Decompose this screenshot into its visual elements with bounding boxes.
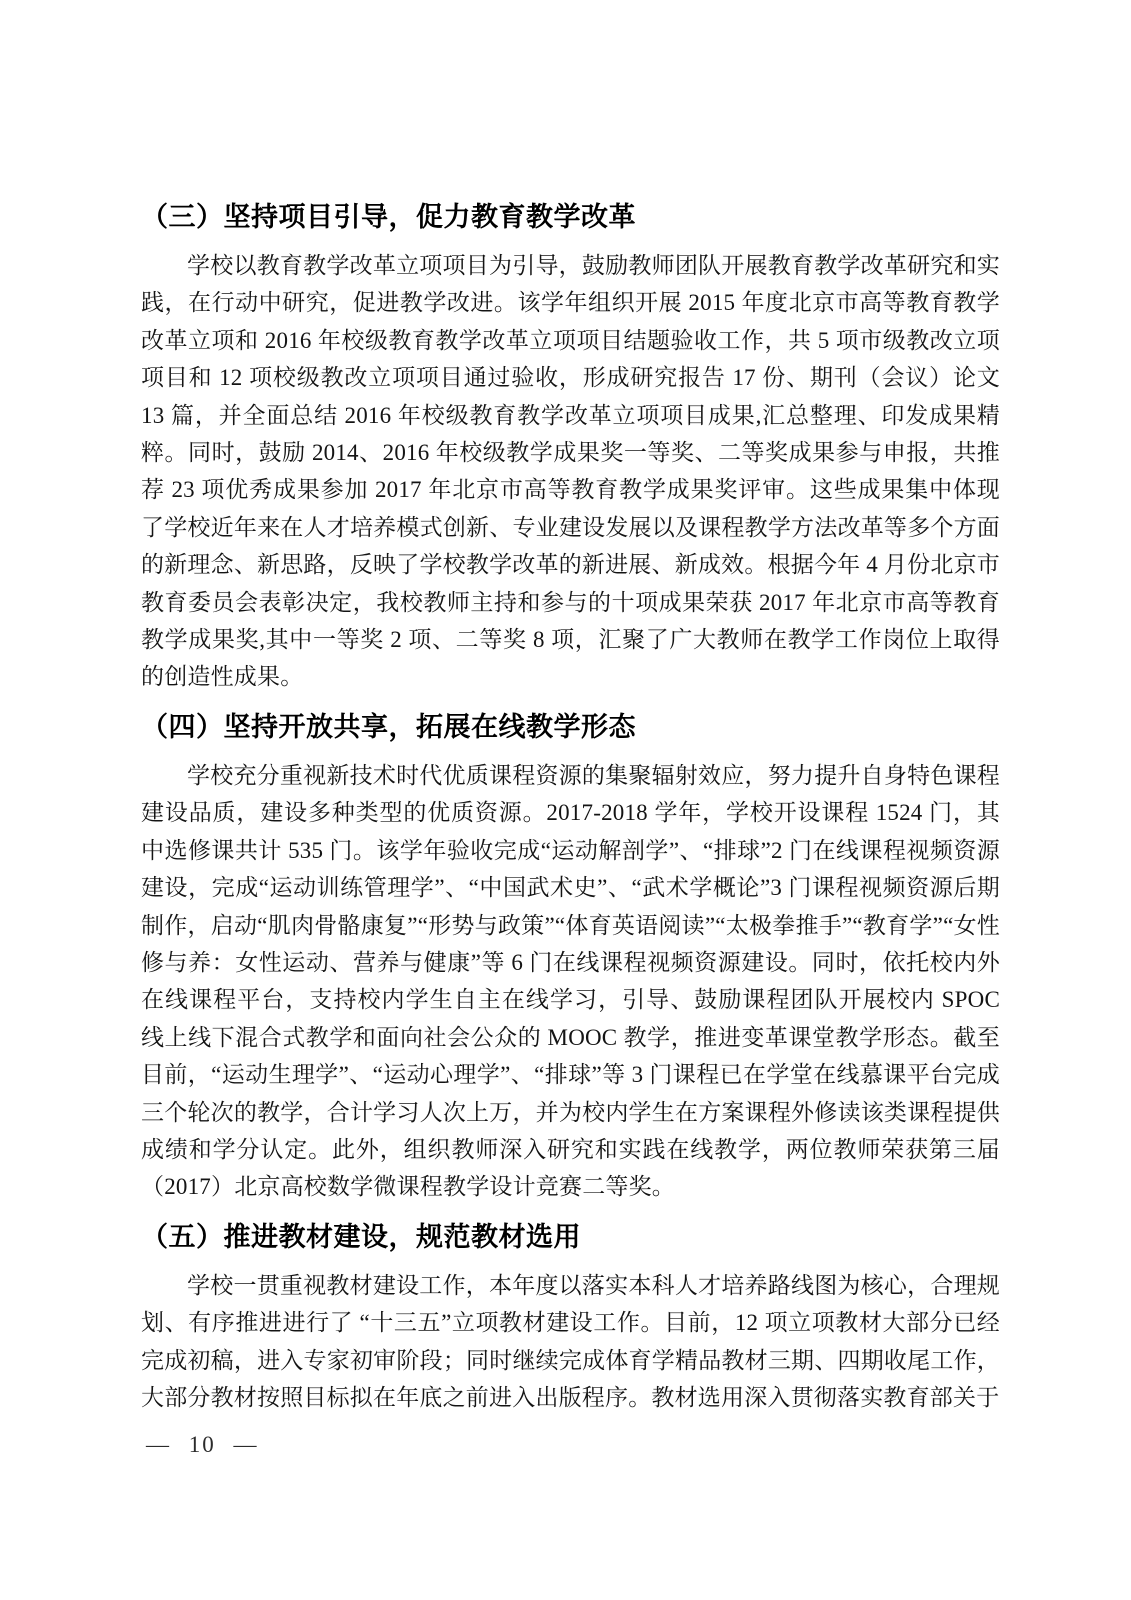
page-number: — 10 — xyxy=(146,1432,259,1457)
section-3-paragraph: 学校以教育教学改革立项项目为引导，鼓励教师团队开展教育教学改革研究和实践，在行动中研究，促进教学改进。该学年组织开展 2015 年度北京市高等教育教学改革立项和 2016 年校级教育教学改革立项项目结题验收工作，共 5 项市级教改立项项目和 12 项校级教改立项项目通过验收，形成研究报告 17 份、期刊（会议）论文 13 篇，并全面总结 2016 年校级教育教学改革立项项目成果,汇总整理、印发成果精粹。同时，鼓励 2014、2016 年校级教学成果奖一等奖、二等奖成果参与申报，共推荐 23 项优秀成果参加 2017 年北京市高等教育教学成果奖评审。这些成果集中体现了学校近年来在人才培养模式创新、专业建设发展以及课程教学方法改革等多个方面的新理念、新思路，反映了学校教学改革的新进展、新成效。根据今年 4 月份北京市教育委员会表彰决定，我校教师主持和参与的十项成果荣获 2017 年北京市高等教育教学成果奖,其中一等奖 2 项、二等奖 8 项，汇聚了广大教师在教学工作岗位上取得的创造性成果。 xyxy=(141,253,1000,690)
page-content xyxy=(141,196,1000,1423)
section-heading-3: （三）坚持项目引导，促力教育教学改革 xyxy=(141,202,636,232)
section-4-paragraph: 学校充分重视新技术时代优质课程资源的集聚辐射效应，努力提升自身特色课程建设品质，建设多种类型的优质资源。2017-2018 学年，学校开设课程 1524 门，其中选修课共计 535 门。该学年验收完成“运动解剖学”、“排球”2 门在线课程视频资源建设，完成“运动训练管理学”、“中国武术史”、“武术学概论”3 门课程视频资源后期制作，启动“肌肉骨骼康复”“形势与政策”“体育英语阅读”“太极拳推手”“教育学”“女性修与养：女性运动、营养与健康”等 6 门在线课程视频资源建设。同时，依托校内外在线课程平台，支持校内学生自主在线学习，引导、鼓励课程团队开展校内 SPOC 线上线下混合式教学和面向社会公众的 MOOC 教学，推进变革课堂教学形态。截至目前，“运动生理学”、“运动心理学”、“排球”等 3 门课程已在学堂在线慕课平台完成三个轮次的教学，合计学习人次上万，并为校内学生在方案课程外修读该类课程提供成绩和学分认定。此外，组织教师深入研究和实践在线教学，两位教师荣获第三届（2017）北京高校数学微课程教学设计竞赛二等奖。 xyxy=(141,762,1000,1200)
section-heading-5: （五）推进教材建设，规范教材选用 xyxy=(141,1221,581,1252)
section-5-paragraph: 学校一贯重视教材建设工作，本年度以落实本科人才培养路线图为核心，合理规划、有序推进进行了 “十三五”立项教材建设工作。目前，12 项立项教材大部分已经完成初稿，进入专家初审阶段；同时继续完成体育学精品教材三期、四期收尾工作，大部分教材按照目标拟在年底之前进入出版程序。教材选用深入贯彻落实教育部关于 xyxy=(141,1272,1000,1410)
section-heading-4: （四）坚持开放共享，拓展在线教学形态 xyxy=(141,711,636,742)
